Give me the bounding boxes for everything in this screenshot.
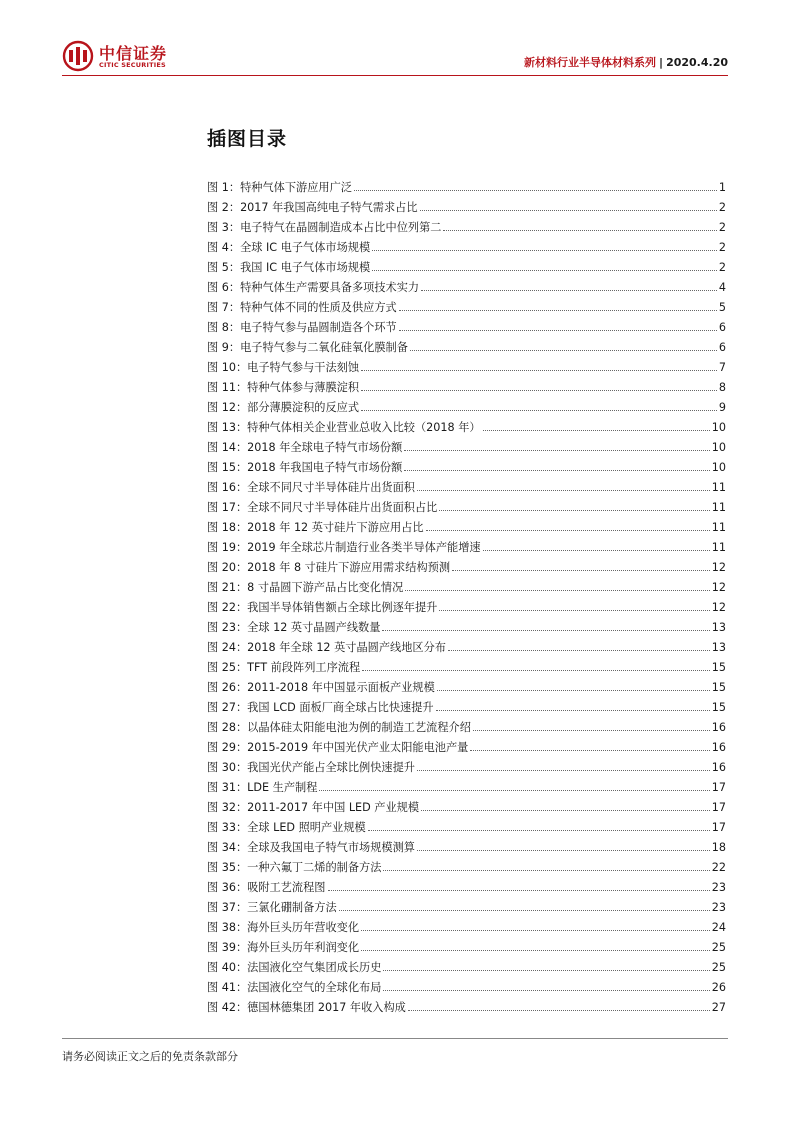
toc-entry-page-number: 10 xyxy=(711,461,726,474)
toc-dot-leader xyxy=(362,670,710,671)
toc-entry-label: 图 31： xyxy=(207,781,248,794)
toc-entry-page-number: 16 xyxy=(711,721,726,734)
toc-entry[interactable] xyxy=(207,258,726,278)
toc-entry[interactable] xyxy=(207,578,726,598)
toc-entry-label: 图 41： xyxy=(207,981,248,994)
toc-entry-page-number: 18 xyxy=(711,841,726,854)
toc-dot-leader xyxy=(420,210,717,211)
toc-dot-leader xyxy=(361,930,710,931)
toc-entry[interactable] xyxy=(207,718,726,738)
toc-dot-leader xyxy=(354,190,717,191)
toc-entry-label: 图 32： xyxy=(207,801,248,814)
toc-dot-leader xyxy=(361,950,710,951)
toc-entry-title: 2011-2017 年中国 LED 产业规模 xyxy=(247,801,420,814)
toc-entry[interactable] xyxy=(207,478,726,498)
page-title: 插图目录 xyxy=(207,128,288,150)
toc-entry-title: TFT 前段阵列工序流程 xyxy=(247,661,361,674)
toc-entry-label: 图 24： xyxy=(207,641,248,654)
toc-dot-leader xyxy=(383,970,709,971)
toc-entry[interactable] xyxy=(207,858,726,878)
toc-entry-title: 部分薄膜淀积的反应式 xyxy=(247,401,360,414)
toc-entry[interactable] xyxy=(207,298,726,318)
toc-entry-label: 图 28： xyxy=(207,721,248,734)
toc-entry-label: 图 17： xyxy=(207,501,248,514)
toc-dot-leader xyxy=(404,450,709,451)
toc-dot-leader xyxy=(417,490,710,491)
footer-disclaimer: 请务必阅读正文之后的免责条款部分 xyxy=(62,1050,238,1063)
toc-entry-title: 法国液化空气集团成长历史 xyxy=(247,961,382,974)
toc-entry[interactable] xyxy=(207,638,726,658)
toc-dot-leader xyxy=(443,230,716,231)
toc-entry-page-number: 7 xyxy=(718,361,726,374)
toc-entry-page-number: 23 xyxy=(711,881,726,894)
toc-dot-leader xyxy=(383,870,709,871)
toc-entry[interactable] xyxy=(207,198,726,218)
toc-entry[interactable] xyxy=(207,838,726,858)
toc-entry-title: 海外巨头历年营收变化 xyxy=(247,921,360,934)
toc-entry-label: 图 16： xyxy=(207,481,248,494)
toc-entry[interactable] xyxy=(207,178,726,198)
logo-chinese-name: 中信证券 xyxy=(99,44,168,63)
report-series: 新材料行业半导体材料系列 xyxy=(524,56,657,69)
toc-dot-leader xyxy=(361,390,717,391)
toc-dot-leader xyxy=(439,510,709,511)
toc-entry-page-number: 15 xyxy=(711,681,726,694)
toc-entry-title: LDE 生产制程 xyxy=(247,781,318,794)
toc-dot-leader xyxy=(372,270,717,271)
toc-entry-label: 图 35： xyxy=(207,861,248,874)
toc-dot-leader xyxy=(437,690,710,691)
toc-entry[interactable] xyxy=(207,818,726,838)
toc-entry-title: 电子特气参与晶圆制造各个环节 xyxy=(240,321,397,334)
toc-entry-label: 图 1： xyxy=(207,181,241,194)
toc-entry[interactable] xyxy=(207,938,726,958)
header-report-info xyxy=(524,54,728,70)
toc-entry-label: 图 5： xyxy=(207,261,241,274)
toc-dot-leader xyxy=(426,530,710,531)
toc-entry-label: 图 38： xyxy=(207,921,248,934)
toc-entry-title: 电子特气在晶圆制造成本占比中位列第二 xyxy=(240,221,442,234)
toc-entry[interactable] xyxy=(207,958,726,978)
toc-entry[interactable] xyxy=(207,218,726,238)
toc-entry-page-number: 22 xyxy=(711,861,726,874)
toc-entry-title: 特种气体不同的性质及供应方式 xyxy=(240,301,397,314)
toc-entry-label: 图 14： xyxy=(207,441,248,454)
toc-entry-page-number: 12 xyxy=(711,601,726,614)
toc-entry-page-number: 12 xyxy=(711,581,726,594)
toc-entry[interactable] xyxy=(207,898,726,918)
toc-dot-leader xyxy=(417,850,710,851)
toc-entry[interactable] xyxy=(207,758,726,778)
toc-entry-title: 2018 年全球电子特气市场份额 xyxy=(247,441,403,454)
toc-entry-title: 我国 IC 电子气体市场规模 xyxy=(240,261,371,274)
toc-entry-title: 2011-2018 年中国显示面板产业规模 xyxy=(247,681,435,694)
page-header xyxy=(62,38,728,74)
toc-entry-label: 图 37： xyxy=(207,901,248,914)
toc-entry-title: 我国 LCD 面板厂商全球占比快速提升 xyxy=(247,701,434,714)
toc-entry-page-number: 17 xyxy=(711,781,726,794)
toc-entry[interactable] xyxy=(207,658,726,678)
toc-entry-label: 图 42： xyxy=(207,1001,248,1014)
toc-entry-title: 德国林德集团 2017 年收入构成 xyxy=(247,1001,406,1014)
toc-entry-label: 图 11： xyxy=(207,381,248,394)
toc-entry[interactable] xyxy=(207,358,726,378)
toc-dot-leader xyxy=(421,290,717,291)
toc-entry-title: 特种气体生产需要具备多项技术实力 xyxy=(240,281,420,294)
toc-entry[interactable] xyxy=(207,538,726,558)
toc-entry[interactable] xyxy=(207,458,726,478)
toc-entry[interactable] xyxy=(207,338,726,358)
toc-entry-title: 特种气体相关企业营业总收入比较（2018 年） xyxy=(247,421,481,434)
toc-dot-leader xyxy=(372,250,717,251)
footer-divider xyxy=(62,1038,728,1039)
logo-english-name: CITIC SECURITIES xyxy=(99,61,166,69)
toc-entry-page-number: 2 xyxy=(718,261,726,274)
toc-entry[interactable] xyxy=(207,698,726,718)
toc-entry-title: 全球及我国电子特气市场规模测算 xyxy=(247,841,415,854)
toc-entry-title: 全球不同尺寸半导体硅片出货面积占比 xyxy=(247,501,438,514)
toc-entry-page-number: 8 xyxy=(718,381,726,394)
toc-entry-label: 图 26： xyxy=(207,681,248,694)
toc-entry-label: 图 33： xyxy=(207,821,248,834)
toc-dot-leader xyxy=(473,730,710,731)
toc-entry-title: 海外巨头历年利润变化 xyxy=(247,941,360,954)
toc-entry-label: 图 23： xyxy=(207,621,248,634)
toc-entry[interactable] xyxy=(207,438,726,458)
toc-entry[interactable] xyxy=(207,878,726,898)
toc-entry[interactable] xyxy=(207,738,726,758)
toc-dot-leader xyxy=(399,330,717,331)
toc-entry-title: 以晶体硅太阳能电池为例的制造工艺流程介绍 xyxy=(247,721,471,734)
toc-entry-page-number: 6 xyxy=(718,341,726,354)
toc-entry-page-number: 15 xyxy=(711,661,726,674)
toc-entry-title: 2018 年全球 12 英寸晶圆产线地区分布 xyxy=(247,641,446,654)
toc-entry-title: 2019 年全球芯片制造行业各类半导体产能增速 xyxy=(247,541,481,554)
toc-entry-title: 我国半导体销售额占全球比例逐年提升 xyxy=(247,601,438,614)
toc-entry[interactable] xyxy=(207,558,726,578)
toc-dot-leader xyxy=(399,310,717,311)
toc-entry[interactable] xyxy=(207,798,726,818)
toc-entry-title: 法国液化空气的全球化布局 xyxy=(247,981,382,994)
toc-entry-page-number: 27 xyxy=(711,1001,726,1014)
toc-entry-label: 图 34： xyxy=(207,841,248,854)
toc-entry-label: 图 15： xyxy=(207,461,248,474)
citic-logo-icon xyxy=(62,40,94,72)
toc-entry-page-number: 9 xyxy=(718,401,726,414)
toc-entry[interactable] xyxy=(207,778,726,798)
toc-entry-page-number: 17 xyxy=(711,821,726,834)
toc-entry-page-number: 13 xyxy=(711,621,726,634)
toc-entry-label: 图 18： xyxy=(207,521,248,534)
toc-entry-label: 图 8： xyxy=(207,321,241,334)
toc-entry[interactable] xyxy=(207,518,726,538)
toc-entry-title: 全球 LED 照明产业规模 xyxy=(247,821,366,834)
toc-entry-label: 图 4： xyxy=(207,241,241,254)
toc-entry[interactable] xyxy=(207,318,726,338)
toc-entry-title: 全球 12 英寸晶圆产线数量 xyxy=(247,621,381,634)
toc-dot-leader xyxy=(404,470,709,471)
toc-entry[interactable] xyxy=(207,238,726,258)
toc-entry-label: 图 9： xyxy=(207,341,241,354)
toc-entry-page-number: 16 xyxy=(711,761,726,774)
toc-entry[interactable] xyxy=(207,498,726,518)
toc-entry-title: 全球不同尺寸半导体硅片出货面积 xyxy=(247,481,415,494)
toc-entry-page-number: 2 xyxy=(718,201,726,214)
toc-entry-title: 特种气体下游应用广泛 xyxy=(240,181,352,194)
toc-entry-title: 我国光伏产能占全球比例快速提升 xyxy=(247,761,415,774)
toc-entry[interactable] xyxy=(207,278,726,298)
figure-toc-list xyxy=(207,178,726,1018)
toc-dot-leader xyxy=(452,570,710,571)
toc-entry[interactable] xyxy=(207,398,726,418)
toc-entry-label: 图 12： xyxy=(207,401,248,414)
toc-entry-title: 2018 年 8 寸硅片下游应用需求结构预测 xyxy=(247,561,451,574)
toc-dot-leader xyxy=(483,430,710,431)
toc-entry[interactable] xyxy=(207,378,726,398)
toc-entry[interactable] xyxy=(207,918,726,938)
toc-entry-page-number: 12 xyxy=(711,561,726,574)
toc-entry-page-number: 13 xyxy=(711,641,726,654)
toc-dot-leader xyxy=(328,890,710,891)
toc-entry[interactable] xyxy=(207,618,726,638)
toc-entry-label: 图 3： xyxy=(207,221,241,234)
toc-dot-leader xyxy=(319,790,709,791)
toc-entry-label: 图 2： xyxy=(207,201,241,214)
toc-entry-page-number: 11 xyxy=(711,481,726,494)
toc-entry-page-number: 10 xyxy=(711,421,726,434)
toc-entry-title: 三氯化硼制备方法 xyxy=(247,901,337,914)
toc-entry-title: 吸附工艺流程图 xyxy=(247,881,326,894)
toc-entry-label: 图 19： xyxy=(207,541,248,554)
toc-entry-label: 图 29： xyxy=(207,741,248,754)
toc-dot-leader xyxy=(339,910,710,911)
toc-dot-leader xyxy=(405,590,709,591)
toc-entry-label: 图 36： xyxy=(207,881,248,894)
toc-dot-leader xyxy=(448,650,710,651)
toc-entry-page-number: 17 xyxy=(711,801,726,814)
toc-entry-page-number: 1 xyxy=(718,181,726,194)
toc-entry-title: 2015-2019 年中国光伏产业太阳能电池产量 xyxy=(247,741,469,754)
toc-entry[interactable] xyxy=(207,598,726,618)
toc-entry-label: 图 21： xyxy=(207,581,248,594)
toc-dot-leader xyxy=(421,810,710,811)
toc-entry[interactable] xyxy=(207,978,726,998)
toc-entry-page-number: 25 xyxy=(711,961,726,974)
toc-entry-label: 图 40： xyxy=(207,961,248,974)
citic-logo xyxy=(62,38,202,74)
toc-entry-label: 图 22： xyxy=(207,601,248,614)
toc-entry-label: 图 10： xyxy=(207,361,248,374)
toc-entry-title: 2017 年我国高纯电子特气需求占比 xyxy=(240,201,418,214)
toc-entry-page-number: 10 xyxy=(711,441,726,454)
toc-entry-label: 图 39： xyxy=(207,941,248,954)
toc-entry-page-number: 5 xyxy=(718,301,726,314)
toc-entry-label: 图 13： xyxy=(207,421,248,434)
toc-entry-page-number: 2 xyxy=(718,241,726,254)
toc-entry-page-number: 11 xyxy=(711,541,726,554)
toc-entry-page-number: 2 xyxy=(718,221,726,234)
toc-entry-title: 全球 IC 电子气体市场规模 xyxy=(240,241,371,254)
toc-entry-title: 8 寸晶圆下游产品占比变化情况 xyxy=(247,581,404,594)
toc-dot-leader xyxy=(436,710,710,711)
toc-entry-label: 图 6： xyxy=(207,281,241,294)
toc-dot-leader xyxy=(470,750,709,751)
toc-entry-title: 2018 年我国电子特气市场份额 xyxy=(247,461,403,474)
toc-entry-page-number: 16 xyxy=(711,741,726,754)
toc-entry-label: 图 7： xyxy=(207,301,241,314)
toc-entry-page-number: 25 xyxy=(711,941,726,954)
toc-entry-title: 电子特气参与干法刻蚀 xyxy=(247,361,360,374)
toc-entry-page-number: 4 xyxy=(718,281,726,294)
toc-dot-leader xyxy=(410,350,717,351)
toc-dot-leader xyxy=(483,550,710,551)
toc-entry-label: 图 25： xyxy=(207,661,248,674)
report-date: 2020.4.20 xyxy=(666,56,728,69)
toc-entry-page-number: 11 xyxy=(711,521,726,534)
toc-dot-leader xyxy=(368,830,710,831)
toc-entry-page-number: 11 xyxy=(711,501,726,514)
toc-entry-page-number: 15 xyxy=(711,701,726,714)
toc-entry-page-number: 26 xyxy=(711,981,726,994)
toc-entry-label: 图 27： xyxy=(207,701,248,714)
toc-dot-leader xyxy=(417,770,710,771)
toc-dot-leader xyxy=(361,370,717,371)
toc-entry-page-number: 6 xyxy=(718,321,726,334)
toc-dot-leader xyxy=(439,610,709,611)
toc-entry-label: 图 30： xyxy=(207,761,248,774)
toc-entry-title: 电子特气参与二氧化硅氧化膜制备 xyxy=(240,341,408,354)
toc-entry-title: 特种气体参与薄膜淀积 xyxy=(247,381,360,394)
toc-entry-page-number: 23 xyxy=(711,901,726,914)
toc-entry[interactable] xyxy=(207,998,726,1018)
toc-dot-leader xyxy=(382,630,709,631)
header-divider xyxy=(62,75,728,76)
toc-entry-title: 一种六氟丁二烯的制备方法 xyxy=(247,861,382,874)
toc-entry-label: 图 20： xyxy=(207,561,248,574)
toc-entry-page-number: 24 xyxy=(711,921,726,934)
toc-dot-leader xyxy=(383,990,709,991)
toc-entry[interactable] xyxy=(207,678,726,698)
toc-dot-leader xyxy=(361,410,717,411)
toc-entry[interactable] xyxy=(207,418,726,438)
header-separator: | xyxy=(659,56,664,69)
toc-entry-title: 2018 年 12 英寸硅片下游应用占比 xyxy=(247,521,424,534)
toc-dot-leader xyxy=(408,1010,710,1011)
